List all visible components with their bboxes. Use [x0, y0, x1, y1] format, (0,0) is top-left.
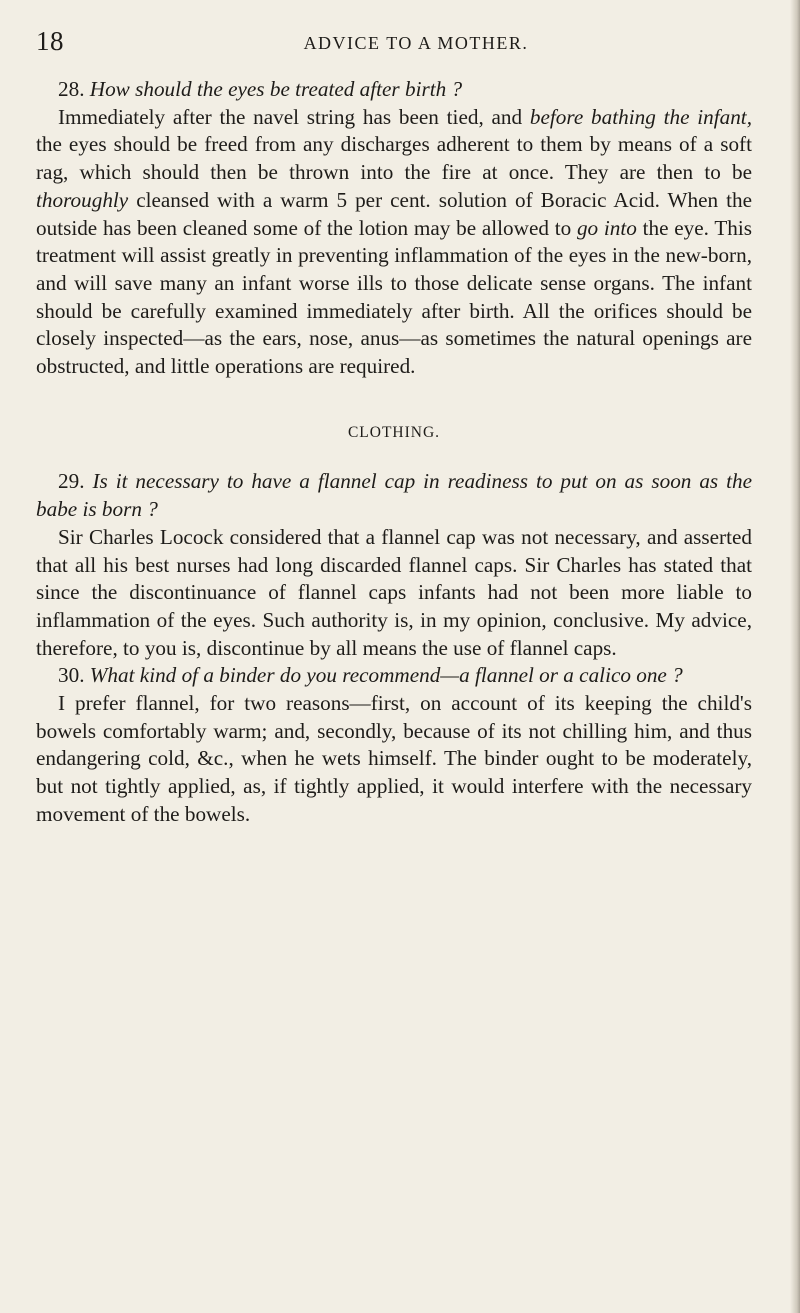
answer-text: cleansed with a warm 5 per cent. solution of Boracic Acid. When the outside has been cleaned some of the lotion may be allowed to: [36, 187, 752, 240]
question-number: 29.: [58, 469, 85, 494]
question-text: How should the eyes be treated after birth ?: [89, 77, 463, 101]
question-text: Is it necessary to have a flannel cap in readiness to put on as soon as the babe is born ?: [36, 469, 752, 522]
page-body: [36, 76, 752, 829]
page-number: 18: [36, 26, 64, 56]
answer-29: Sir Charles Locock considered that a flannel cap was not necessary, and asserted that all his best nurses had long discarded flannel caps. Sir Charles has stated that since the discontinuance of flannel caps infants had not been more liable to inflammation of the eyes. Such authority is, in my opinion, conclusive. My advice, therefore, to you is, discontinue by all means the use of flannel caps.: [36, 524, 752, 660]
running-head: ADVICE TO A MOTHER.: [303, 33, 529, 53]
section-heading: CLOTHING.: [347, 423, 441, 441]
answer-text: Immediately after the navel string has been tied, and: [58, 104, 530, 129]
answer-text: the eyes should be freed from any discharges adherent to them by means of a soft rag, which should then be thrown into the fire at once. They are then to be: [36, 132, 752, 185]
answer-emphasis: go into: [576, 215, 637, 240]
answer-emphasis: before bathing the infant,: [529, 104, 752, 129]
question-30: [36, 662, 752, 690]
question-number: 28.: [58, 77, 85, 101]
question-number: 30.: [58, 663, 85, 688]
answer-28: [36, 104, 752, 381]
page-header: [36, 26, 756, 60]
question-28: [36, 76, 752, 104]
question-text: What kind of a binder do you recommend—a flannel or a calico one ?: [89, 663, 683, 688]
question-29: [36, 468, 752, 523]
answer-text: the eye. This treatment will assist greatly in preventing inflammation of the eyes in the new-born, and will save many an infant worse ills to those delicate sense organs. The infant should be carefully examined immediately after birth. All the orifices should be closely inspected—as the ears, nose, anus—as sometimes the natural openings are obstructed, and little operations are required.: [36, 215, 752, 379]
answer-30: I prefer flannel, for two reasons—first, on account of its keeping the child's bowels comfortably warm; and, secondly, because of its not chilling him, and thus endangering cold, &c., when he wets himself. The binder ought to be moderately, but not tightly applied, as, if tightly applied, it would interfere with the necessary movement of the bowels.: [36, 691, 752, 826]
page-edge-shadow: [790, 0, 800, 1313]
answer-emphasis: thoroughly: [36, 187, 129, 212]
